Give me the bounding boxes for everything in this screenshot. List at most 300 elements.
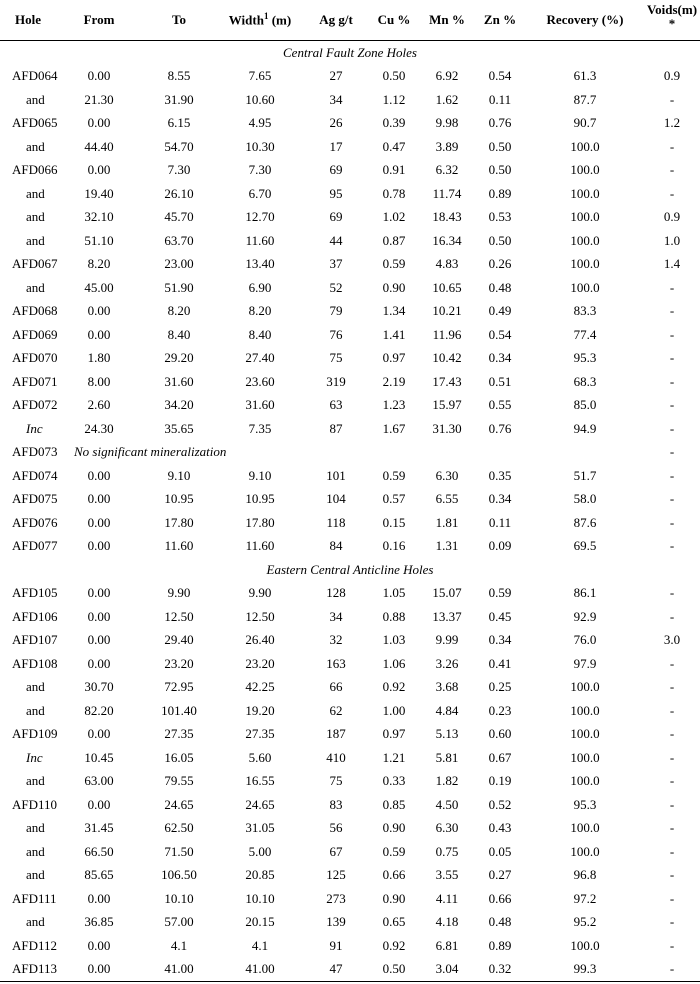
- cell-recovery: 94.9: [573, 420, 597, 436]
- cell-cu: 1.34: [382, 303, 406, 319]
- cell-to: 35.65: [164, 420, 194, 436]
- cell-zn: 0.60: [488, 726, 512, 742]
- cell-width: 23.60: [245, 373, 275, 389]
- cell-from: 0.00: [87, 68, 111, 84]
- cell-voids: -: [669, 773, 675, 789]
- cell-voids: 0.9: [663, 68, 681, 84]
- cell-zn: 0.34: [488, 632, 512, 648]
- cell-width: 11.60: [245, 538, 275, 554]
- cell-to: 31.60: [164, 373, 194, 389]
- section-title: Eastern Central Anticline Holes: [266, 561, 434, 577]
- cell-ag: 26: [329, 115, 343, 131]
- cell-voids: -: [669, 491, 675, 507]
- table-row: [0, 276, 700, 300]
- cell-recovery: 92.9: [573, 608, 597, 624]
- cell-hole: AFD108: [12, 655, 58, 671]
- cell-cu: 0.91: [382, 162, 406, 178]
- cell-cu: 0.66: [382, 867, 406, 883]
- col-header-cu: Cu %: [368, 0, 420, 41]
- cell-cu: 0.57: [382, 491, 406, 507]
- cell-recovery: 100.0: [570, 679, 600, 695]
- cell-hole: AFD073: [12, 444, 58, 460]
- cell-recovery: 100.0: [570, 162, 600, 178]
- cell-zn: 0.41: [488, 655, 512, 671]
- cell-ag: 27: [329, 68, 343, 84]
- cell-zn: 0.52: [488, 796, 512, 812]
- cell-ag: 76: [329, 326, 343, 342]
- cell-width: 9.10: [248, 467, 272, 483]
- cell-cu: 1.05: [382, 585, 406, 601]
- cell-width: 31.05: [245, 820, 275, 836]
- cell-from: 0.00: [87, 726, 111, 742]
- cell-zn: 0.34: [488, 350, 512, 366]
- table-row: [0, 793, 700, 817]
- cell-mn: 10.21: [432, 303, 462, 319]
- cell-mn: 11.96: [432, 326, 462, 342]
- cell-width: 27.40: [245, 350, 275, 366]
- cell-mn: 4.50: [435, 796, 459, 812]
- cell-mn: 3.68: [435, 679, 459, 695]
- table-row: [0, 253, 700, 277]
- cell-mn: 6.81: [435, 937, 459, 953]
- voids-footnote-mark: *: [668, 16, 676, 31]
- cell-ag: 79: [329, 303, 343, 319]
- cell-to: 63.70: [164, 232, 194, 248]
- cell-mn: 1.62: [435, 91, 459, 107]
- cell-hole: AFD112: [12, 937, 58, 953]
- cell-cu: 0.88: [382, 608, 406, 624]
- cell-cu: 1.06: [382, 655, 406, 671]
- cell-to: 23.00: [164, 256, 194, 272]
- cell-ag: 84: [329, 538, 343, 554]
- cell-recovery: 100.0: [570, 937, 600, 953]
- table-row: [0, 676, 700, 700]
- cell-zn: 0.05: [488, 843, 512, 859]
- cell-ag: 75: [329, 773, 343, 789]
- cell-to: 10.95: [164, 491, 194, 507]
- cell-mn: 6.30: [435, 467, 459, 483]
- cell-voids: 1.4: [663, 256, 681, 272]
- cell-to: 8.55: [167, 68, 191, 84]
- cell-width: 12.50: [245, 608, 275, 624]
- cell-from: 0.00: [87, 632, 111, 648]
- table-row: [0, 723, 700, 747]
- cell-hole: and: [26, 702, 45, 718]
- cell-hole: AFD071: [12, 373, 58, 389]
- table-row: [0, 699, 700, 723]
- cell-width: 7.35: [248, 420, 272, 436]
- cell-to: 4.1: [170, 937, 188, 953]
- cell-recovery: 76.0: [573, 632, 597, 648]
- cell-from: 0.00: [87, 326, 111, 342]
- cell-from: 0.00: [87, 538, 111, 554]
- cell-ag: 139: [326, 914, 346, 930]
- cell-cu: 0.15: [382, 514, 406, 530]
- cell-voids: -: [669, 91, 675, 107]
- cell-from: 0.00: [87, 303, 111, 319]
- cell-recovery: 100.0: [570, 256, 600, 272]
- cell-to: 45.70: [164, 209, 194, 225]
- cell-to: 7.30: [167, 162, 191, 178]
- cell-from: 0.00: [87, 655, 111, 671]
- cell-cu: 0.33: [382, 773, 406, 789]
- cell-to: 71.50: [164, 843, 194, 859]
- cell-hole: AFD113: [0, 958, 56, 982]
- cell-hole: AFD077: [12, 538, 58, 554]
- cell-voids: -: [669, 162, 675, 178]
- table-row: [0, 652, 700, 676]
- cell-mn: 6.55: [435, 491, 459, 507]
- cell-from: 10.45: [84, 749, 114, 765]
- cell-to: 9.90: [167, 585, 191, 601]
- header-row: [0, 0, 700, 41]
- cell-ag: 63: [329, 397, 343, 413]
- table-row: [0, 605, 700, 629]
- cell-from: 2.60: [87, 397, 111, 413]
- cell-to: 26.10: [164, 185, 194, 201]
- cell-cu: 1.67: [382, 420, 406, 436]
- cell-hole: and: [26, 91, 45, 107]
- cell-hole: and: [26, 209, 45, 225]
- cell-to: 17.80: [164, 514, 194, 530]
- cell-mn: 6.30: [435, 820, 459, 836]
- table-row: [0, 817, 700, 841]
- cell-width: 20.15: [245, 914, 275, 930]
- cell-mn: 13.37: [432, 608, 462, 624]
- cell-voids: -: [669, 726, 675, 742]
- cell-to: 31.90: [164, 91, 194, 107]
- cell-recovery: 97.2: [573, 890, 597, 906]
- cell-recovery: 87.6: [573, 514, 597, 530]
- cell-mn: 10.42: [432, 350, 462, 366]
- cell-zn: 0.50: [488, 138, 512, 154]
- cell-hole: and: [26, 867, 45, 883]
- cell-zn: 0.49: [488, 303, 512, 319]
- cell-width: 10.95: [245, 491, 275, 507]
- cell-hole: AFD072: [12, 397, 58, 413]
- cell-width: 8.40: [248, 326, 272, 342]
- cell-ag: 44: [329, 232, 343, 248]
- cell-ag: 125: [326, 867, 346, 883]
- cell-hole: AFD070: [12, 350, 58, 366]
- cell-cu: 0.50: [368, 958, 420, 982]
- cell-voids: -: [669, 608, 675, 624]
- table-row: [0, 182, 700, 206]
- cell-recovery: 100.0: [570, 843, 600, 859]
- cell-mn: 5.13: [435, 726, 459, 742]
- cell-zn: 0.51: [488, 373, 512, 389]
- cell-voids: -: [669, 655, 675, 671]
- cell-voids: -: [669, 185, 675, 201]
- cell-recovery: 83.3: [573, 303, 597, 319]
- cell-to: 9.10: [167, 467, 191, 483]
- section-title: Central Fault Zone Holes: [283, 44, 417, 60]
- table-row: [0, 229, 700, 253]
- cell-recovery: 100.0: [570, 749, 600, 765]
- cell-cu: 0.16: [382, 538, 406, 554]
- cell-mn: 4.18: [435, 914, 459, 930]
- cell-to: 72.95: [164, 679, 194, 695]
- col-header-mn: Mn %: [420, 0, 474, 41]
- cell-zn: 0.54: [488, 326, 512, 342]
- cell-cu: 0.59: [382, 843, 406, 859]
- cell-cu: 1.23: [382, 397, 406, 413]
- cell-voids: -: [669, 679, 675, 695]
- cell-mn: 6.92: [435, 68, 459, 84]
- cell-cu: 0.97: [382, 350, 406, 366]
- cell-recovery: 100.0: [570, 209, 600, 225]
- cell-voids: -: [669, 843, 675, 859]
- col-header-zn: Zn %: [474, 0, 526, 41]
- cell-recovery: 58.0: [573, 491, 597, 507]
- table-row: [0, 958, 700, 982]
- cell-from: 21.30: [84, 91, 114, 107]
- cell-cu: 1.41: [382, 326, 406, 342]
- cell-from: 0.00: [87, 890, 111, 906]
- table-row: [0, 770, 700, 794]
- cell-ag: 319: [326, 373, 346, 389]
- cell-mn: 9.99: [435, 632, 459, 648]
- cell-ag: 87: [329, 420, 343, 436]
- cell-zn: 0.67: [488, 749, 512, 765]
- cell-width: 5.00: [248, 843, 272, 859]
- cell-mn: 15.07: [432, 585, 462, 601]
- cell-zn: 0.45: [488, 608, 512, 624]
- cell-mn: 11.74: [432, 185, 462, 201]
- cell-from: 31.45: [84, 820, 114, 836]
- cell-hole: AFD066: [12, 162, 58, 178]
- cell-cu: 0.65: [382, 914, 406, 930]
- cell-to: 79.55: [164, 773, 194, 789]
- table-row: [0, 746, 700, 770]
- cell-width: 24.65: [245, 796, 275, 812]
- cell-zn: 0.43: [488, 820, 512, 836]
- cell-ag: 128: [326, 585, 346, 601]
- cell-from: 32.10: [84, 209, 114, 225]
- cell-mn: 31.30: [432, 420, 462, 436]
- cell-width: 19.20: [245, 702, 275, 718]
- width-footnote-mark: 1: [263, 11, 269, 22]
- cell-from: 1.80: [87, 350, 111, 366]
- cell-zn: 0.26: [488, 256, 512, 272]
- cell-to: 34.20: [164, 397, 194, 413]
- cell-recovery: 97.9: [573, 655, 597, 671]
- section-header-row: [0, 41, 700, 65]
- cell-voids: -: [669, 420, 675, 436]
- cell-hole: and: [26, 914, 45, 930]
- cell-recovery: 100.0: [570, 773, 600, 789]
- cell-ag: 17: [329, 138, 343, 154]
- table-row: [0, 394, 700, 418]
- cell-mn: 10.65: [432, 279, 462, 295]
- cell-recovery: 95.2: [573, 914, 597, 930]
- cell-to: 54.70: [164, 138, 194, 154]
- cell-recovery: 86.1: [573, 585, 597, 601]
- cell-recovery: 96.8: [573, 867, 597, 883]
- cell-to: 41.00: [142, 958, 216, 982]
- cell-from: 36.85: [84, 914, 114, 930]
- cell-hole: AFD074: [12, 467, 58, 483]
- table-row: [0, 323, 700, 347]
- cell-ag: 101: [326, 467, 346, 483]
- col-header-from: From: [56, 0, 142, 41]
- cell-zn: 0.35: [488, 467, 512, 483]
- cell-from: 0.00: [56, 958, 142, 982]
- cell-from: 0.00: [87, 608, 111, 624]
- table-body: [0, 41, 700, 982]
- cell-ag: 66: [329, 679, 343, 695]
- col-header-to: To: [142, 0, 216, 41]
- table-row: [0, 911, 700, 935]
- cell-from: 19.40: [84, 185, 114, 201]
- cell-zn: 0.53: [488, 209, 512, 225]
- table-row: [0, 864, 700, 888]
- cell-cu: 0.87: [382, 232, 406, 248]
- cell-to: 51.90: [164, 279, 194, 295]
- cell-from: 30.70: [84, 679, 114, 695]
- col-header-width: [216, 0, 304, 41]
- cell-cu: 0.85: [382, 796, 406, 812]
- cell-cu: 1.21: [382, 749, 406, 765]
- cell-to: 10.10: [164, 890, 194, 906]
- cell-to: 101.40: [161, 702, 197, 718]
- cell-hole: Inc: [26, 420, 43, 436]
- cell-hole: AFD111: [12, 890, 57, 906]
- cell-zn: 0.19: [488, 773, 512, 789]
- cell-zn: 0.25: [488, 679, 512, 695]
- cell-zn: 0.50: [488, 162, 512, 178]
- table-row: [0, 840, 700, 864]
- cell-ag: 34: [329, 91, 343, 107]
- cell-width: 11.60: [245, 232, 275, 248]
- cell-cu: 0.90: [382, 820, 406, 836]
- cell-voids: 1.2: [663, 115, 681, 131]
- cell-zn: 0.48: [488, 914, 512, 930]
- cell-zn: 0.32: [474, 958, 526, 982]
- cell-hole: AFD068: [12, 303, 58, 319]
- col-header-recovery: Recovery (%): [526, 0, 644, 41]
- cell-ag: 69: [329, 209, 343, 225]
- cell-zn: 0.59: [488, 585, 512, 601]
- cell-width: 9.90: [248, 585, 272, 601]
- cell-width: 12.70: [245, 209, 275, 225]
- cell-cu: 0.50: [382, 68, 406, 84]
- cell-cu: 2.19: [382, 373, 406, 389]
- cell-hole: AFD110: [12, 796, 58, 812]
- table-row: [0, 464, 700, 488]
- cell-ag: 56: [329, 820, 343, 836]
- cell-from: 0.00: [87, 585, 111, 601]
- cell-recovery: 100.0: [570, 702, 600, 718]
- cell-from: 0.00: [87, 115, 111, 131]
- cell-ag: 95: [329, 185, 343, 201]
- table-row: [0, 347, 700, 371]
- cell-voids: -: [669, 397, 675, 413]
- cell-hole: and: [26, 279, 45, 295]
- table-row: [0, 159, 700, 183]
- cell-from: 8.20: [87, 256, 111, 272]
- cell-cu: 0.47: [382, 138, 406, 154]
- cell-to: 23.20: [164, 655, 194, 671]
- cell-voids: -: [669, 867, 675, 883]
- cell-from: 82.20: [84, 702, 114, 718]
- cell-zn: 0.89: [488, 937, 512, 953]
- cell-ag: 75: [329, 350, 343, 366]
- cell-mn: 3.04: [420, 958, 474, 982]
- cell-to: 29.20: [164, 350, 194, 366]
- cell-hole: and: [26, 138, 45, 154]
- cell-hole: and: [26, 843, 45, 859]
- cell-to: 12.50: [164, 608, 194, 624]
- cell-from: 0.00: [87, 162, 111, 178]
- cell-hole: and: [26, 185, 45, 201]
- cell-mn: 1.31: [435, 538, 459, 554]
- cell-width: 27.35: [245, 726, 275, 742]
- cell-to: 27.35: [164, 726, 194, 742]
- col-header-ag: Ag g/t: [304, 0, 368, 41]
- cell-ag: 67: [329, 843, 343, 859]
- table-row: [0, 629, 700, 653]
- cell-width: 10.10: [245, 890, 275, 906]
- cell-width: 6.90: [248, 279, 272, 295]
- cell-to: 106.50: [161, 867, 197, 883]
- cell-mn: 6.32: [435, 162, 459, 178]
- cell-zn: 0.23: [488, 702, 512, 718]
- cell-recovery: 69.5: [573, 538, 597, 554]
- cell-from: 0.00: [87, 467, 111, 483]
- cell-recovery: 95.3: [573, 350, 597, 366]
- cell-ag: 52: [329, 279, 343, 295]
- cell-width: 4.95: [248, 115, 272, 131]
- cell-width: 20.85: [245, 867, 275, 883]
- cell-mn: 4.83: [435, 256, 459, 272]
- cell-hole: and: [26, 232, 45, 248]
- table-row: [0, 65, 700, 89]
- cell-ag: 83: [329, 796, 343, 812]
- cell-recovery: 61.3: [573, 68, 597, 84]
- cell-ag: 273: [326, 890, 346, 906]
- cell-ag: 37: [329, 256, 343, 272]
- cell-voids: 1.0: [663, 232, 681, 248]
- cell-from: 63.00: [84, 773, 114, 789]
- cell-hole: AFD075: [12, 491, 58, 507]
- cell-voids: -: [669, 820, 675, 836]
- cell-width: 10.60: [245, 91, 275, 107]
- cell-recovery: 87.7: [573, 91, 597, 107]
- cell-mn: 1.81: [435, 514, 459, 530]
- cell-from: 85.65: [84, 867, 114, 883]
- cell-mn: 5.81: [435, 749, 459, 765]
- cell-hole: AFD106: [12, 608, 58, 624]
- cell-to: 8.20: [167, 303, 191, 319]
- cell-voids: -: [669, 937, 675, 953]
- cell-width: 8.20: [248, 303, 272, 319]
- table-row: [0, 206, 700, 230]
- cell-voids: -: [669, 350, 675, 366]
- table-row: [0, 934, 700, 958]
- cell-voids: -: [669, 890, 675, 906]
- cell-recovery: 100.0: [570, 820, 600, 836]
- cell-recovery: 100.0: [570, 726, 600, 742]
- table-row: [0, 511, 700, 535]
- cell-voids: -: [669, 303, 675, 319]
- cell-to: 16.05: [164, 749, 194, 765]
- cell-ag: 118: [326, 514, 346, 530]
- cell-recovery: 68.3: [573, 373, 597, 389]
- table-row: [0, 417, 700, 441]
- cell-width: 41.00: [216, 958, 304, 982]
- table-row: [0, 441, 700, 465]
